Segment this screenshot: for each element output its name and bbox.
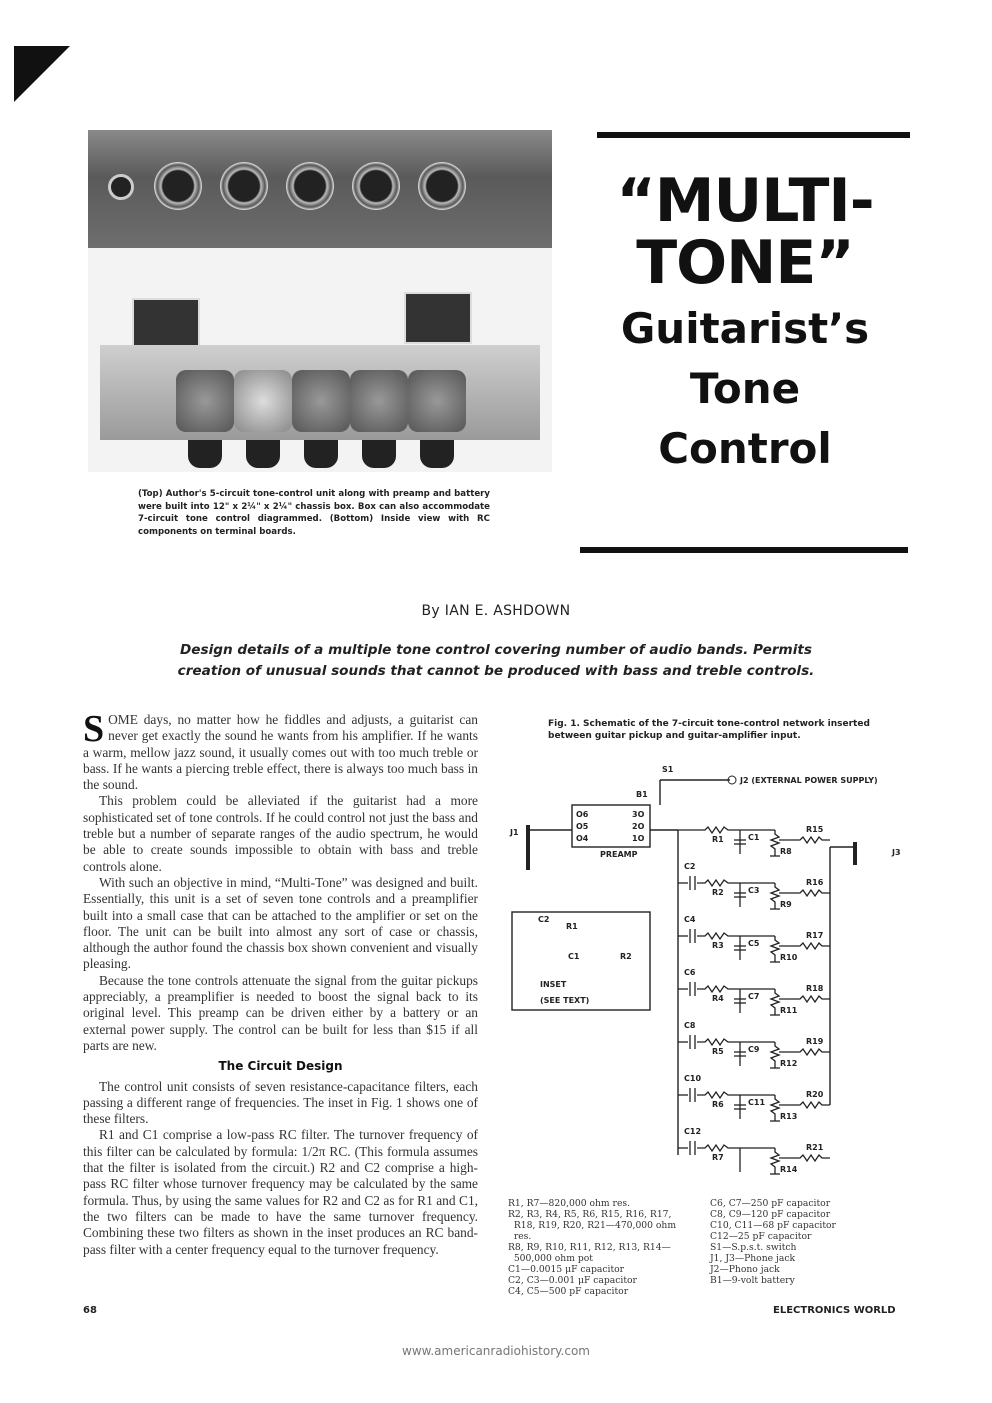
capacitor-label: C1 xyxy=(748,833,760,842)
paragraph: R1 and C1 comprise a low-pass RC filter. The turnover frequency of this filter can be calculated by formula: 1/2π RC. (This formula assumes that the filter is isolated from the circuit.) R2 and C2 comprise a high-pass RC filter whose turnover frequency may be calculated by the same formula. Thus, by using the same values for R2 and C2 as for R1 and C1, the two filters can be made to have the same turnover frequency. Combining these two filters as shown in the inset produces an RC band-pass filter with a center frequency equal to the turnover frequency. xyxy=(83,1127,478,1257)
resistor-label: R4 xyxy=(712,994,724,1003)
paragraph: Because the tone controls attenuate the signal from the guitar pickups appreciably, a preamplifier is needed to boost the signal back to its original level. This preamp can be driven either by a battery or an external power supply. The control can be built for less than $15 if all parts are new. xyxy=(83,972,478,1053)
svg-text:2O: 2O xyxy=(632,822,645,831)
drop-cap: S xyxy=(83,708,105,750)
resistor-label: R17 xyxy=(806,931,824,940)
parts-list-item: C2, C3—0.001 μF capacitor xyxy=(508,1275,637,1286)
pot-label: R9 xyxy=(780,900,792,909)
potentiometer xyxy=(771,830,779,856)
parts-list-item: C12—25 pF capacitor xyxy=(710,1231,812,1242)
schematic-diagram xyxy=(500,755,910,1175)
photo-caption: (Top) Author's 5-circuit tone-control unit along with preamp and battery were built into 12" x 2¼" x 2¼" chassis box. Box can also accommodate 7-circuit tone control diagrammed. (Bottom) Inside view with RC components on terminal boards. xyxy=(138,489,490,537)
capacitor-label: C7 xyxy=(748,992,760,1001)
parts-list-item: J1, J3—Phone jack xyxy=(710,1253,796,1264)
resistor-label: R1 xyxy=(712,835,724,844)
pot-label: R10 xyxy=(780,953,798,962)
svg-text:3O: 3O xyxy=(632,810,645,819)
resistor xyxy=(697,1145,740,1151)
svg-text:R1: R1 xyxy=(566,922,578,931)
resistor-label: R2 xyxy=(712,888,724,897)
article-deck: Design details of a multiple tone control covering number of audio bands. Permits creation of unusual sounds that cannot be produced with bass and treble controls. xyxy=(177,642,815,679)
resistor xyxy=(697,1039,740,1045)
front-panel-photo xyxy=(88,130,552,248)
article-body xyxy=(83,708,478,1258)
capacitor-label: C11 xyxy=(748,1098,766,1107)
paragraph: This problem could be alleviated if the guitarist had a more sophisticated set of tone controls. If he could control not just the bass and treble but a number of separate ranges of the audio spectrum, he would be able to create sounds impossible to obtain with bass and treble controls alone. xyxy=(83,793,478,874)
capacitor-label: C8 xyxy=(684,1021,696,1030)
svg-text:O6: O6 xyxy=(576,810,589,819)
resistor-label: R21 xyxy=(806,1143,824,1152)
potentiometer xyxy=(771,1095,779,1121)
resistor-label: R19 xyxy=(806,1037,824,1046)
corner-mark xyxy=(14,46,70,102)
parts-list-item: C1—0.0015 μF capacitor xyxy=(508,1264,625,1275)
b1-label: B1 xyxy=(636,790,648,799)
see-text-label: (SEE TEXT) xyxy=(540,996,590,1005)
preamp-label: PREAMP xyxy=(600,850,638,859)
capacitor-label: C6 xyxy=(684,968,696,977)
resistor-label: R16 xyxy=(806,878,824,887)
parts-list-item: S1—S.p.s.t. switch xyxy=(710,1242,797,1253)
capacitor-label: C2 xyxy=(684,862,696,871)
parts-list-left xyxy=(508,1198,676,1297)
parts-list-item: C6, C7—250 pF capacitor xyxy=(710,1198,831,1209)
resistor xyxy=(678,827,740,833)
watermark: www.americanradiohistory.com xyxy=(402,1344,590,1358)
pot-label: R11 xyxy=(780,1006,798,1015)
parts-list-item: 500,000 ohm pot xyxy=(508,1253,593,1264)
magazine-name: ELECTRONICS WORLD xyxy=(773,1305,896,1316)
potentiometer xyxy=(771,989,779,1015)
potentiometer xyxy=(771,1148,779,1174)
pot-label: R13 xyxy=(780,1112,798,1121)
resistor-label: R20 xyxy=(806,1090,824,1099)
capacitor-label: C9 xyxy=(748,1045,760,1054)
parts-list-item: R8, R9, R10, R11, R12, R13, R14— xyxy=(508,1242,671,1253)
title-line: Tone xyxy=(689,364,801,413)
resistor xyxy=(697,880,740,886)
potentiometer xyxy=(771,883,779,909)
parts-list-item: C4, C5—500 pF capacitor xyxy=(508,1286,629,1297)
resistor xyxy=(779,890,830,896)
capacitor-label: C4 xyxy=(684,915,696,924)
resistor xyxy=(779,1102,830,1108)
parts-list-item: res. xyxy=(508,1231,532,1242)
resistor xyxy=(697,986,740,992)
potentiometer xyxy=(771,1042,779,1068)
parts-list-item: C10, C11—68 pF capacitor xyxy=(710,1220,836,1231)
parts-list-item: R18, R19, R20, R21—470,000 ohm xyxy=(508,1220,677,1231)
parts-list-right xyxy=(710,1198,836,1286)
parts-list-item: J2—Phono jack xyxy=(710,1264,780,1275)
page-number: 68 xyxy=(83,1305,97,1316)
svg-text:C1: C1 xyxy=(568,952,580,961)
svg-text:C2: C2 xyxy=(538,915,550,924)
resistor xyxy=(697,1092,740,1098)
section-heading: The Circuit Design xyxy=(218,1059,343,1074)
s1-label: S1 xyxy=(662,765,674,774)
parts-list-item: C8, C9—120 pF capacitor xyxy=(710,1209,831,1220)
resistor xyxy=(697,933,740,939)
resistor xyxy=(779,996,830,1002)
capacitor-label: C12 xyxy=(684,1127,702,1136)
potentiometer xyxy=(771,936,779,962)
j3-label: J3 xyxy=(892,848,901,857)
parts-list-item: B1—9-volt battery xyxy=(710,1275,795,1286)
article-title xyxy=(580,166,910,474)
resistor xyxy=(779,1155,830,1161)
resistor-label: R3 xyxy=(712,941,724,950)
svg-text:1O: 1O xyxy=(632,834,645,843)
resistor-label: R5 xyxy=(712,1047,724,1056)
pot-label: R8 xyxy=(780,847,792,856)
inset-label: INSET xyxy=(540,980,567,989)
title-line: Control xyxy=(658,424,832,473)
title-line: Guitarist’s xyxy=(620,304,870,353)
svg-text:R2: R2 xyxy=(620,952,632,961)
title-line: “MULTI- xyxy=(616,166,874,236)
resistor xyxy=(779,1049,830,1055)
resistor-label: R6 xyxy=(712,1100,724,1109)
title-rule-top xyxy=(597,132,910,138)
title-line: TONE” xyxy=(636,228,854,298)
j1-label: J1 xyxy=(510,828,519,837)
resistor-label: R7 xyxy=(712,1153,724,1162)
resistor xyxy=(779,943,830,949)
resistor-label: R18 xyxy=(806,984,824,993)
title-rule-bottom xyxy=(580,547,908,553)
byline: By IAN E. ASHDOWN xyxy=(421,603,571,619)
capacitor-label: C3 xyxy=(748,886,760,895)
j2-label: J2 (EXTERNAL POWER SUPPLY) xyxy=(740,776,878,785)
parts-list-item: R1, R7—820,000 ohm res. xyxy=(508,1198,631,1209)
svg-text:O5: O5 xyxy=(576,822,589,831)
capacitor-label: C5 xyxy=(748,939,760,948)
resistor xyxy=(779,837,830,843)
parts-list-item: R2, R3, R4, R5, R6, R15, R16, R17, xyxy=(508,1209,672,1220)
paragraph: SOME days, no matter how he fiddles and adjusts, a guitarist can never get exactly the sound he wants from his amplifier. If he wants a warm, mellow jazz sound, it usually comes out with too much treble or bass. If he wants a piercing treble effect, there is always too much bass in the sound. xyxy=(83,708,478,793)
resistor-label: R15 xyxy=(806,825,824,834)
pot-label: R14 xyxy=(780,1165,798,1174)
paragraph: The control unit consists of seven resistance-capacitance filters, each passing a different range of frequencies. The inset in Fig. 1 shows one of these filters. xyxy=(83,1078,478,1127)
svg-text:O4: O4 xyxy=(576,834,589,843)
chassis-photo xyxy=(88,130,552,472)
pot-label: R12 xyxy=(780,1059,798,1068)
paragraph: With such an objective in mind, “Multi-Tone” was designed and built. Essentially, this unit is a set of seven tone controls and a preamplifier built into a small case that can be attached to the amplifier or set on the floor. The unit can be built into almost any sort of case or chassis, although the author found the chassis box shown convenient and visually pleasing. xyxy=(83,874,478,972)
figure-caption: Fig. 1. Schematic of the 7-circuit tone-control network inserted between guitar pickup and guitar-amplifier input. xyxy=(548,719,870,741)
capacitor-label: C10 xyxy=(684,1074,702,1083)
